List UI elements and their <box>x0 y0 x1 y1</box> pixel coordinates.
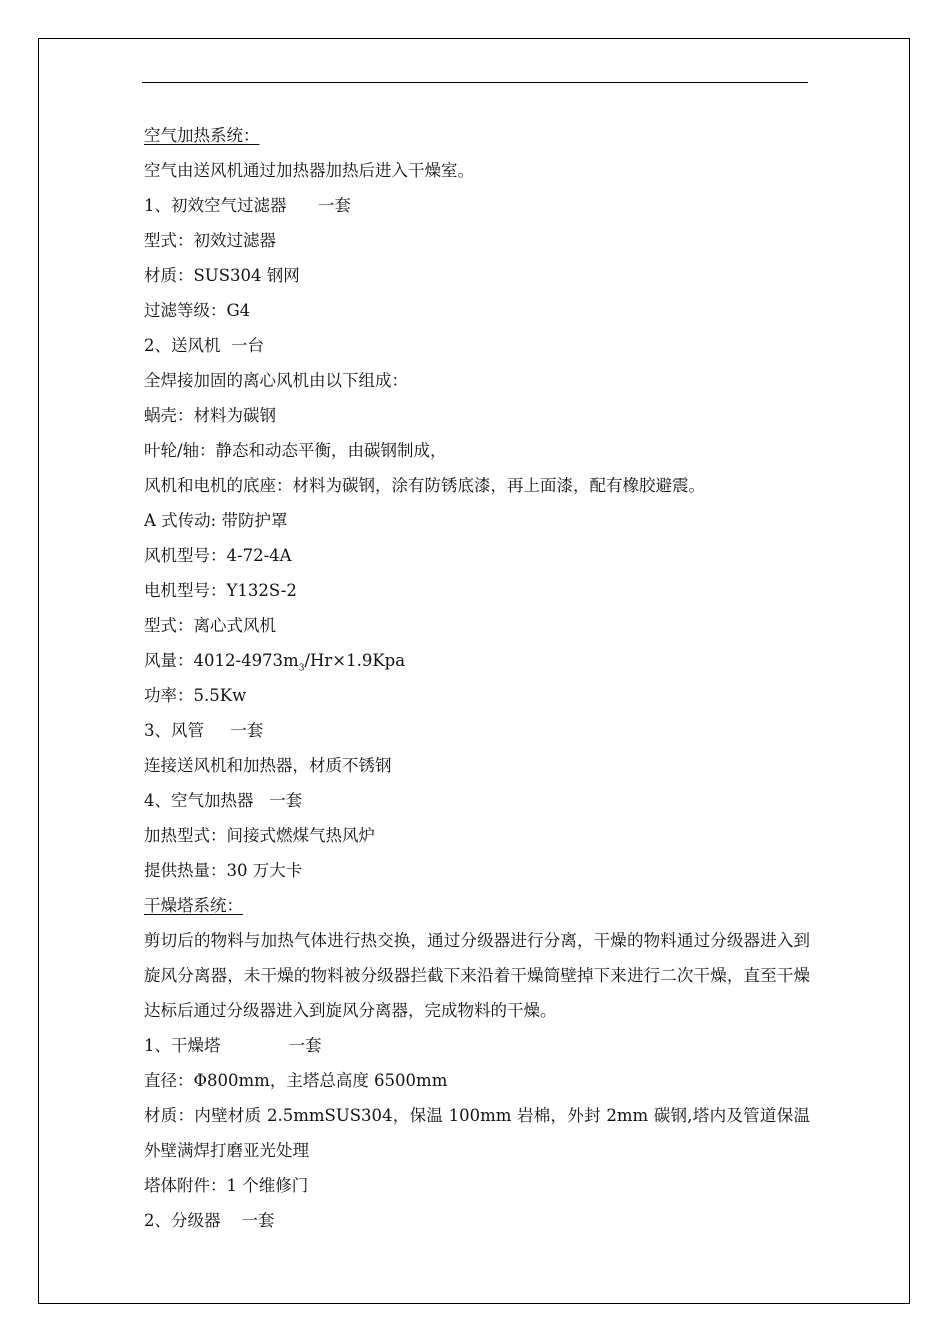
document-body <box>144 118 810 1238</box>
drying-tower-intro: 剪切后的物料与加热气体进行热交换，通过分级器进行分离，干燥的物料通过分级器进入到旋风分离器，未干燥的物料被分级器拦截下来沿着干燥筒壁掉下来进行二次干燥，直至干燥达标后通过分级器进入到旋风分离器，完成物料的干燥。 <box>144 931 810 1020</box>
tower-accessory: 塔体附件：1 个维修门 <box>144 1176 309 1195</box>
motor-model: 电机型号：Y132S-2 <box>144 581 297 600</box>
blower-intro: 全焊接加固的离心风机由以下组成： <box>144 371 408 390</box>
blower-type: 型式：离心式风机 <box>144 616 276 635</box>
filter-type: 型式：初效过滤器 <box>144 231 276 250</box>
section-heading-drying-tower: 干燥塔系统： <box>144 896 243 915</box>
heater-output: 提供热量：30 万大卡 <box>144 861 303 880</box>
section-heading-air-heating: 空气加热系统： <box>144 126 260 145</box>
blower-drive: A 式传动: 带防护罩 <box>144 511 288 530</box>
item-blower: 2、送风机 一台 <box>144 336 264 355</box>
header-rule <box>142 82 808 83</box>
air-heating-intro: 空气由送风机通过加热器加热后进入干燥室。 <box>144 161 474 180</box>
tower-diameter: 直径：Φ800mm，主塔总高度 6500mm <box>144 1071 448 1090</box>
item-drying-tower: 1、干燥塔 一套 <box>144 1036 322 1055</box>
tower-material: 材质：内壁材质 2.5mmSUS304，保温 100mm 岩棉，外封 2mm 碳钢,塔内及管道保温外壁满焊打磨亚光处理 <box>144 1106 810 1160</box>
heater-type: 加热型式：间接式燃煤气热风炉 <box>144 826 375 845</box>
duct-desc: 连接送风机和加热器，材质不锈钢 <box>144 756 392 775</box>
item-classifier: 2、分级器 一套 <box>144 1211 275 1230</box>
filter-grade: 过滤等级：G4 <box>144 301 251 320</box>
fan-model: 风机型号：4-72-4A <box>144 546 292 565</box>
blower-airflow: 风量：$4012-4973m_3/Hr\times 1.9Kpa$ <box>144 651 406 674</box>
item-air-heater: 4、空气加热器 一套 <box>144 791 303 810</box>
item-duct: 3、风管 一套 <box>144 721 264 740</box>
item-primary-filter: 1、初效空气过滤器 一套 <box>144 196 351 215</box>
blower-power: 功率：5.5Kw <box>144 686 247 705</box>
blower-impeller: 叶轮/轴：静态和动态平衡，由碳钢制成， <box>144 441 447 460</box>
filter-material: 材质：SUS304 钢网 <box>144 266 300 285</box>
blower-base: 风机和电机的底座：材料为碳钢，涂有防锈底漆，再上面漆，配有橡胶避震。 <box>144 476 705 495</box>
blower-casing: 蜗壳：材料为碳钢 <box>144 406 276 425</box>
